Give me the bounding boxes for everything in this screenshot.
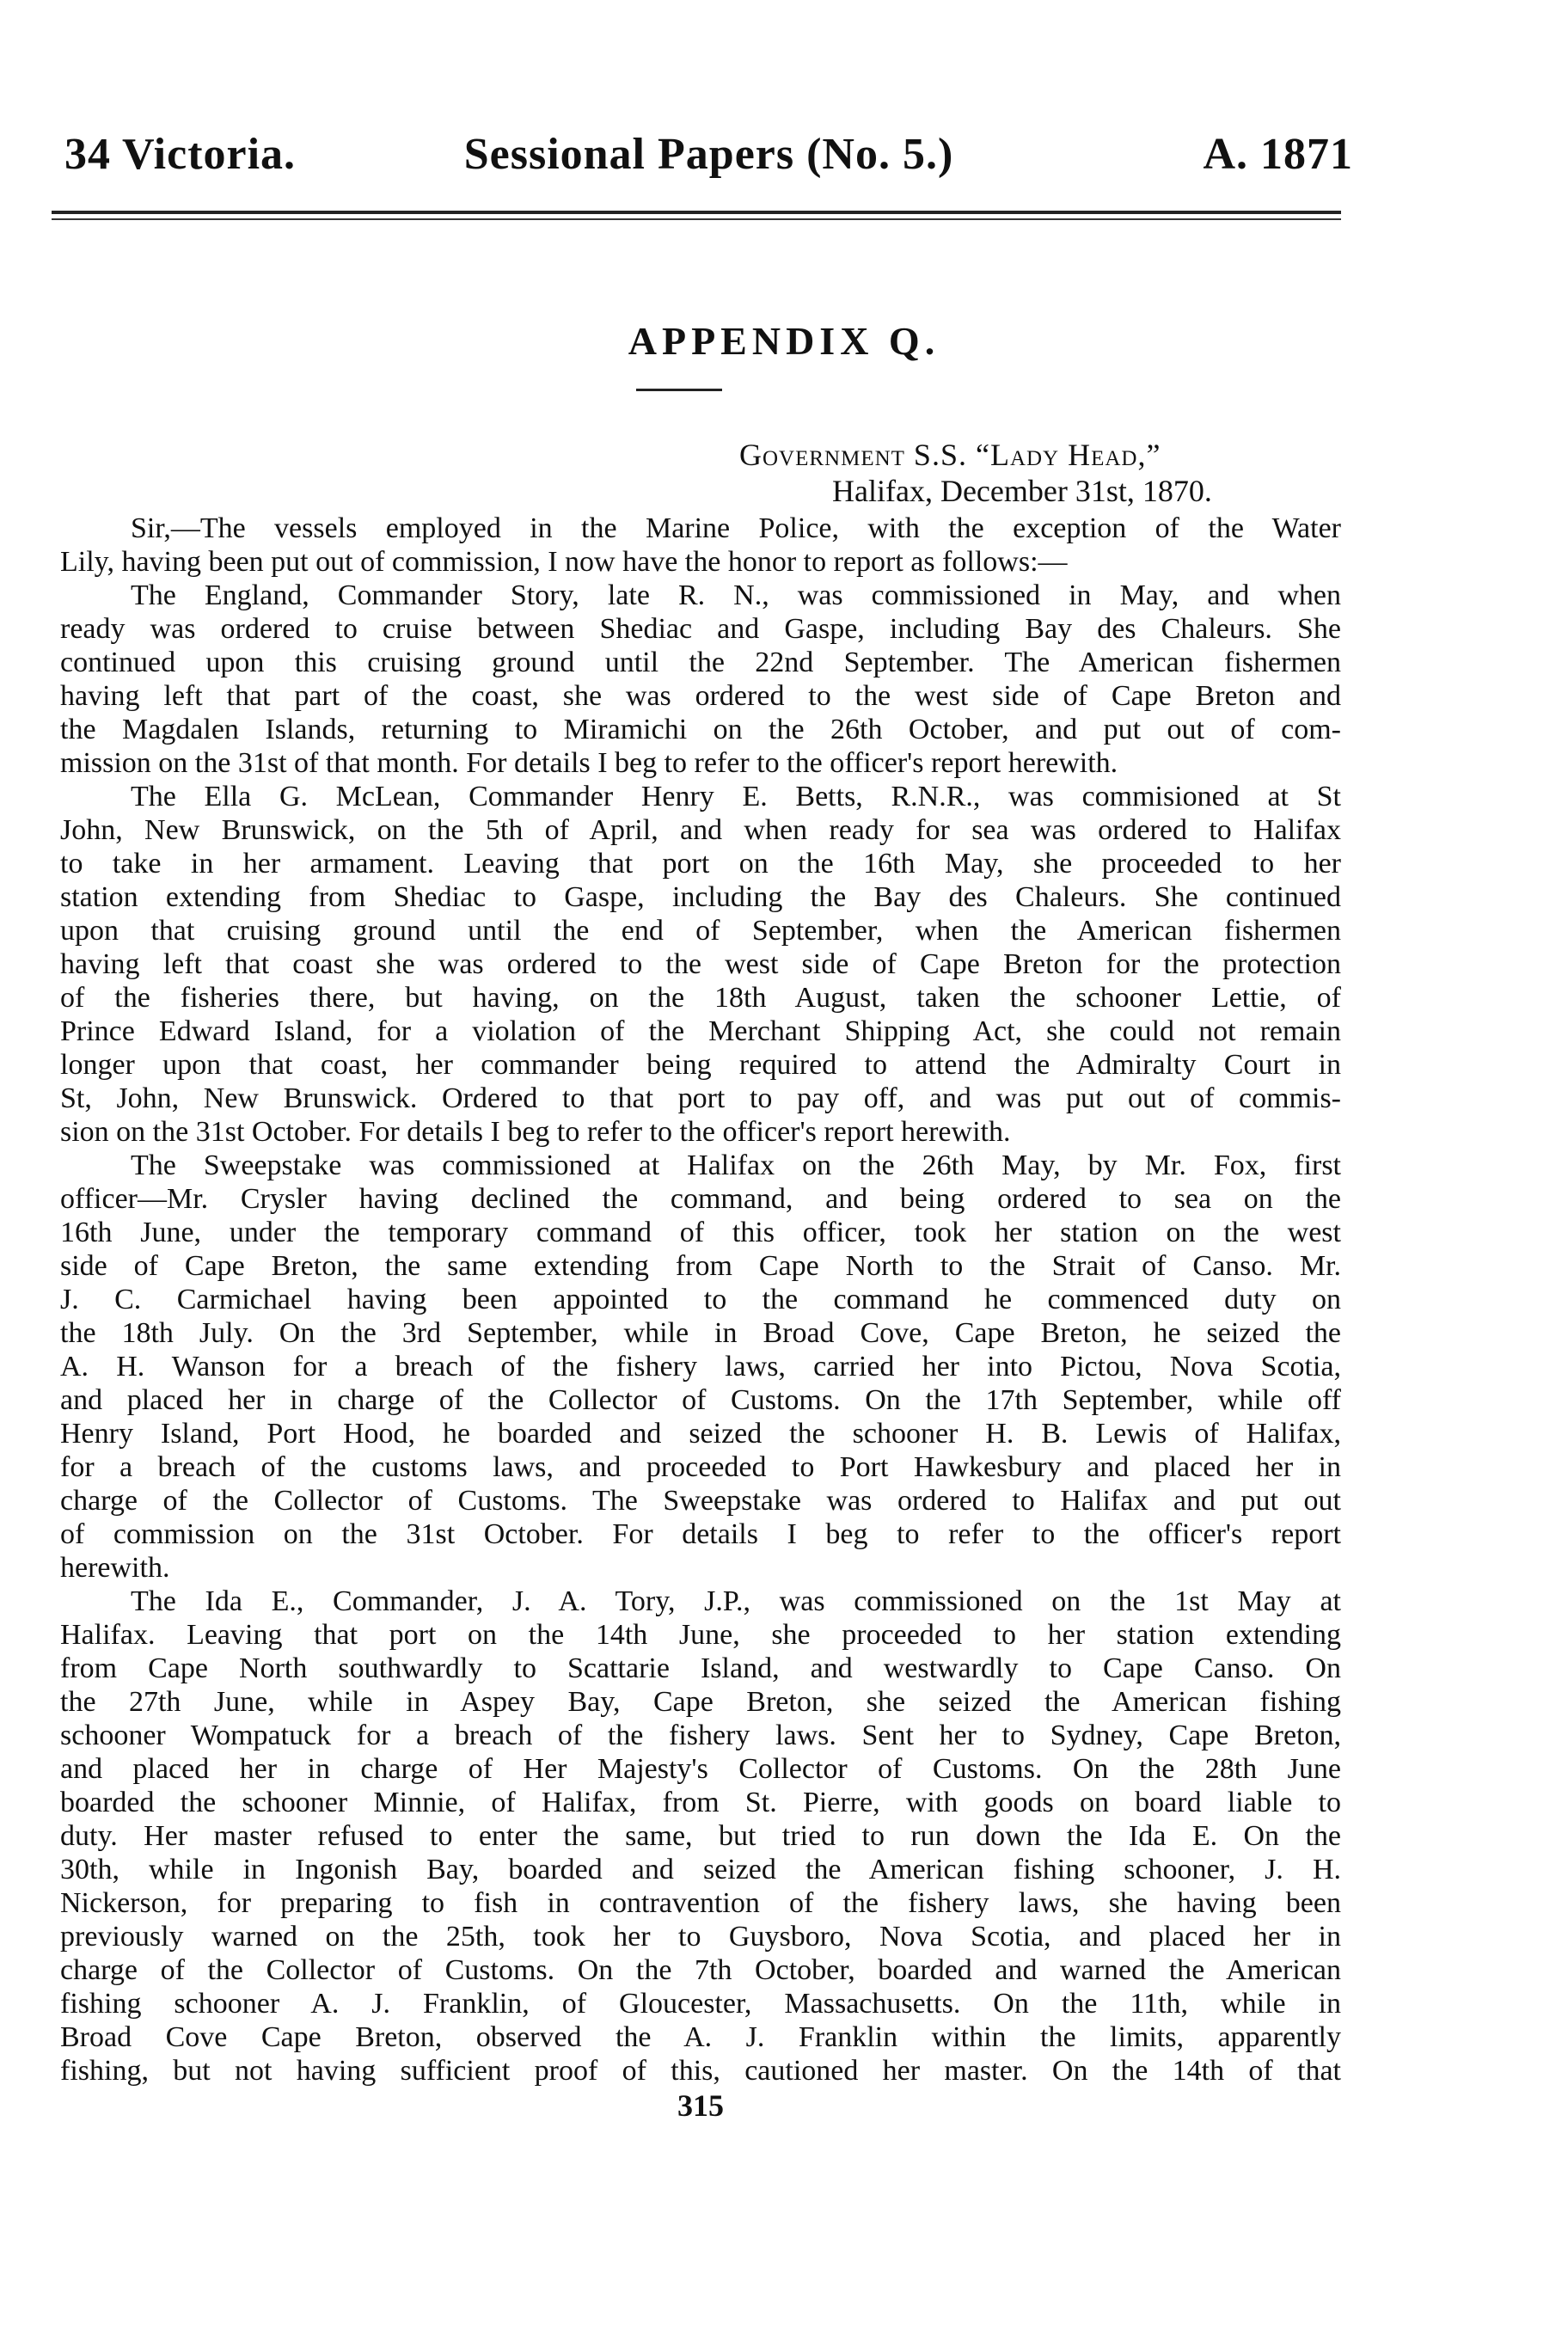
text-line: and placed her in charge of Her Majesty's Collector of Customs. On the 28th June [60,1753,1341,1785]
text-line: boarded the schooner Minnie, of Halifax, from St. Pierre, with goods on board liable to [60,1787,1341,1818]
text-line: side of Cape Breton, the same extending from Cape North to the Strait of Canso. Mr. [60,1250,1341,1282]
text-line: herewith. [60,1552,170,1584]
text-line: Lily, having been put out of commission, I now have the honor to report as follows:— [60,546,1068,578]
text-line: fishing schooner A. J. Franklin, of Gloucester, Massachusetts. On the 11th, while in [60,1988,1341,2020]
running-head-center: Sessional Papers (No. 5.) [463,130,954,179]
report-body [60,512,1341,2123]
text-line: Broad Cove Cape Breton, observed the A. J. Franklin within the limits, apparently [60,2021,1341,2053]
text-line: of the fisheries there, but having, on the 18th August, taken the schooner Lettie, of [60,982,1341,1014]
running-head-right: A. 1871 [1203,130,1353,179]
text-line: to take in her armament. Leaving that port on the 16th May, she proceeded to her [60,848,1341,880]
text-line: Prince Edward Island, for a violation of the Merchant Shipping Act, she could not remain [60,1015,1341,1047]
title-rule [636,389,722,391]
text-line: mission on the 31st of that month. For details I beg to refer to the officer's report herewith. [60,747,1118,779]
running-head-left: 34 Victoria. [64,130,297,179]
text-line: having left that part of the coast, she was ordered to the west side of Cape Breton and [60,680,1341,712]
header-rule-thin [52,218,1341,220]
text-line: the Magdalen Islands, returning to Miramichi on the 26th October, and put out of com- [60,714,1341,745]
text-line: Nickerson, for preparing to fish in contravention of the fishery laws, she having been [60,1887,1341,1919]
text-line: sion on the 31st October. For details I beg to refer to the officer's report herewith. [60,1116,1011,1148]
text-line: Henry Island, Port Hood, he boarded and seized the schooner H. B. Lewis of Halifax, [60,1418,1341,1450]
text-line: John, New Brunswick, on the 5th of April, and when ready for sea was ordered to Halifax [60,814,1341,846]
text-line: duty. Her master refused to enter the same, but tried to run down the Ida E. On the [60,1820,1341,1852]
text-line: ready was ordered to cruise between Shediac and Gaspe, including Bay des Chaleurs. She [60,613,1341,645]
text-line: The Sweepstake was commissioned at Halifax on the 26th May, by Mr. Fox, first [131,1150,1341,1181]
text-line: fishing, but not having sufficient proof of this, cautioned her master. On the 14th of that [60,2055,1341,2087]
text-line: station extending from Shediac to Gaspe, including the Bay des Chaleurs. She continued [60,881,1341,913]
text-line: upon that cruising ground until the end of September, when the American fishermen [60,915,1341,947]
text-line: longer upon that coast, her commander being required to attend the Admiralty Court in [60,1049,1341,1081]
text-line: Halifax. Leaving that port on the 14th June, she proceeded to her station extending [60,1619,1341,1651]
page-number: 315 [677,2088,724,2123]
text-line: 16th June, under the temporary command of this officer, took her station on the west [60,1217,1341,1248]
text-line: The Ida E., Commander, J. A. Tory, J.P., was commissioned on the 1st May at [131,1585,1341,1617]
text-line: having left that coast she was ordered to the west side of Cape Breton for the protection [60,948,1341,980]
text-line: charge of the Collector of Customs. On the 7th October, boarded and warned the American [60,1954,1341,1986]
text-line: Sir,—The vessels employed in the Marine Police, with the exception of the Water [131,512,1341,544]
header-rule [52,211,1341,214]
text-line: the 18th July. On the 3rd September, while in Broad Cove, Cape Breton, he seized the [60,1317,1341,1349]
text-line: officer—Mr. Crysler having declined the command, and being ordered to sea on the [60,1183,1341,1215]
text-line: from Cape North southwardly to Scattarie Island, and westwardly to Cape Canso. On [60,1652,1341,1684]
text-line: The Ella G. McLean, Commander Henry E. Betts, R.N.R., was commisioned at St [131,781,1341,812]
text-line: The England, Commander Story, late R. N., was commissioned in May, and when [131,579,1341,611]
text-line: St, John, New Brunswick. Ordered to that port to pay off, and was put out of commis- [60,1082,1341,1114]
text-line: 30th, while in Ingonish Bay, boarded and seized the American fishing schooner, J. H. [60,1854,1341,1885]
text-line: for a breach of the customs laws, and proceeded to Port Hawkesbury and placed her in [60,1451,1341,1483]
text-line: the 27th June, while in Aspey Bay, Cape Breton, she seized the American fishing [60,1686,1341,1718]
text-line: J. C. Carmichael having been appointed to the command he commenced duty on [60,1284,1341,1315]
text-line: continued upon this cruising ground until the 22nd September. The American fishermen [60,647,1341,678]
text-line: previously warned on the 25th, took her to Guysboro, Nova Scotia, and placed her in [60,1921,1341,1953]
text-line: schooner Wompatuck for a breach of the fishery laws. Sent her to Sydney, Cape Breton, [60,1720,1341,1751]
dateline-vessel: Government S.S. “Lady Head,” [739,438,1161,472]
text-line: and placed her in charge of the Collector of Customs. On the 17th September, while off [60,1384,1341,1416]
text-line: charge of the Collector of Customs. The Sweepstake was ordered to Halifax and put out [60,1485,1341,1517]
running-head [64,129,1353,189]
text-line: of commission on the 31st October. For details I beg to refer to the officer's report [60,1518,1341,1550]
dateline-place-date: Halifax, December 31st, 1870. [832,474,1212,508]
appendix-title: APPENDIX Q. [628,319,940,363]
text-line: A. H. Wanson for a breach of the fishery laws, carried her into Pictou, Nova Scotia, [60,1351,1341,1383]
